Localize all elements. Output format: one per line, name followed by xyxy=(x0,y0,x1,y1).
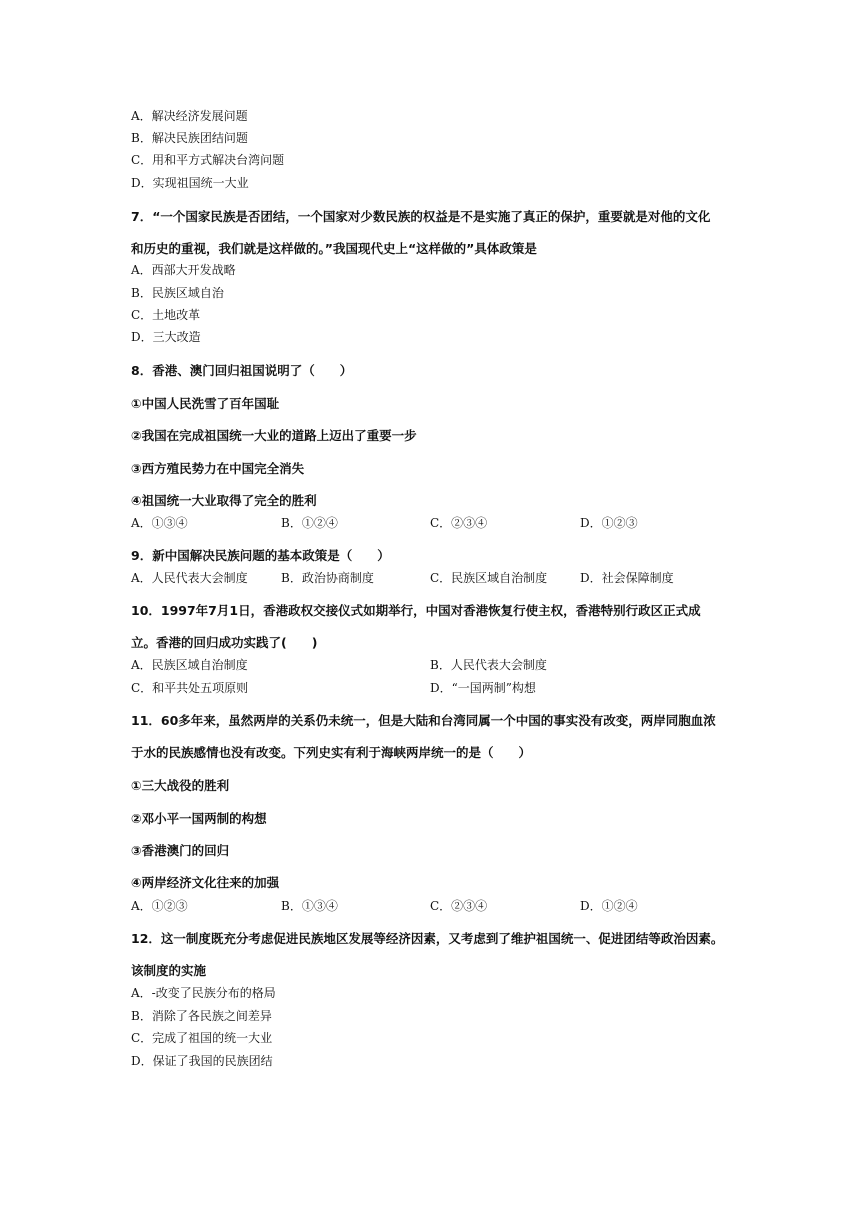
q9-option-d: D．社会保障制度 xyxy=(580,571,674,585)
q6-option-a: A．解决经济发展问题 xyxy=(131,109,248,123)
q11-option-b: B．①③④ xyxy=(281,899,338,913)
q12-option-b: B．消除了各民族之间差异 xyxy=(131,1009,272,1023)
q11-item-2: ②邓小平一国两制的构想 xyxy=(131,811,267,826)
q11-option-c: C．②③④ xyxy=(430,899,488,913)
q9-stem: 9．新中国解决民族问题的基本政策是（ ） xyxy=(131,548,390,563)
q8-stem: 8．香港、澳门回归祖国说明了（ ） xyxy=(131,363,353,378)
q7-stem-line2: 和历史的重视，我们就是这样做的。”我国现代史上“这样做的”具体政策是 xyxy=(131,241,537,256)
q10-stem-line1: 10．1997年7月1日，香港政权交接仪式如期举行，中国对香港恢复行使主权，香港特别行政区正式成 xyxy=(131,603,701,618)
q7-stem-line1: 7．“一个国家民族是否团结，一个国家对少数民族的权益是不是实施了真正的保护，重要就是对他的文化 xyxy=(131,209,711,224)
q7-option-d: D．三大改造 xyxy=(131,330,201,344)
q12-option-d: D．保证了我国的民族团结 xyxy=(131,1054,273,1068)
q12-stem-line2: 该制度的实施 xyxy=(131,963,207,978)
q9-option-a: A．人民代表大会制度 xyxy=(131,571,248,585)
q12-stem-line1: 12．这一制度既充分考虑促进民族地区发展等经济因素，又考虑到了维护祖国统一、促进团结等政治因素。 xyxy=(131,931,724,946)
q10-option-a: A．民族区域自治制度 xyxy=(131,658,248,672)
q11-option-a: A．①②③ xyxy=(131,899,188,913)
q12-option-c: C．完成了祖国的统一大业 xyxy=(131,1031,273,1045)
q9-option-b: B．政治协商制度 xyxy=(281,571,374,585)
q7-option-a: A．西部大开发战略 xyxy=(131,263,236,277)
q11-item-3: ③香港澳门的回归 xyxy=(131,843,230,858)
q10-stem-line2: 立。香港的回归成功实践了( ) xyxy=(131,635,318,650)
q10-option-b: B．人民代表大会制度 xyxy=(430,658,547,672)
q10-option-d: D．“一国两制”构想 xyxy=(430,681,536,695)
q11-item-1: ①三大战役的胜利 xyxy=(131,778,230,793)
q8-option-b: B．①②④ xyxy=(281,516,338,530)
q11-stem-line1: 11．60多年来，虽然两岸的关系仍未统一，但是大陆和台湾同属一个中国的事实没有改变，两岸同胞血浓 xyxy=(131,713,716,728)
q8-item-4: ④祖国统一大业取得了完全的胜利 xyxy=(131,493,317,508)
q6-option-b: B．解决民族团结问题 xyxy=(131,131,248,145)
q8-option-d: D．①②③ xyxy=(580,516,638,530)
q11-option-d: D．①②④ xyxy=(580,899,638,913)
q9-option-c: C．民族区域自治制度 xyxy=(430,571,548,585)
q8-item-1: ①中国人民洗雪了百年国耻 xyxy=(131,396,280,411)
q8-option-c: C．②③④ xyxy=(430,516,488,530)
q10-option-c: C．和平共处五项原则 xyxy=(131,681,249,695)
q7-option-c: C．土地改革 xyxy=(131,308,201,322)
q6-option-d: D．实现祖国统一大业 xyxy=(131,176,249,190)
q8-option-a: A．①③④ xyxy=(131,516,188,530)
q11-stem-line2: 于水的民族感情也没有改变。下列史实有利于海峡两岸统一的是（ ） xyxy=(131,745,532,760)
q12-option-a: A．-改变了民族分布的格局 xyxy=(131,986,276,1000)
q6-option-c: C．用和平方式解决台湾问题 xyxy=(131,153,285,167)
q8-item-3: ③西方殖民势力在中国完全消失 xyxy=(131,461,305,476)
q8-item-2: ②我国在完成祖国统一大业的道路上迈出了重要一步 xyxy=(131,428,417,443)
q7-option-b: B．民族区域自治 xyxy=(131,286,224,300)
q11-item-4: ④两岸经济文化往来的加强 xyxy=(131,875,280,890)
